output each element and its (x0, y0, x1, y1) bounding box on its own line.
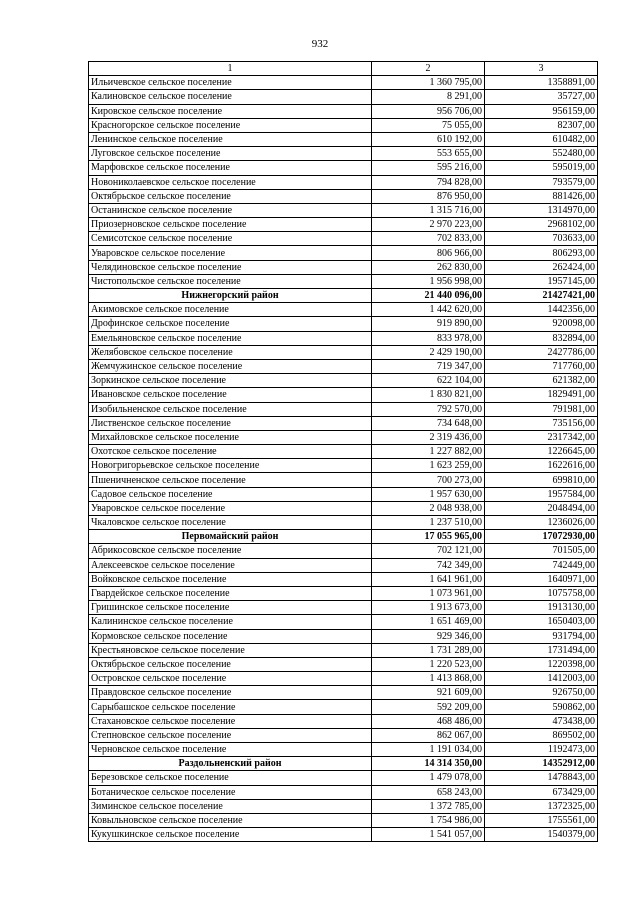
value-col3-cell: 701505,00 (485, 544, 598, 558)
page-number: 932 (311, 38, 329, 50)
settlement-name-cell: Емельяновское сельское поселение (89, 331, 372, 345)
table-row (89, 132, 598, 146)
settlement-name-cell: Новониколаевское сельское поселение (89, 175, 372, 189)
value-col2-cell: 794 828,00 (372, 175, 485, 189)
value-col2-cell: 262 830,00 (372, 260, 485, 274)
table-row (89, 459, 598, 473)
value-col2-cell: 658 243,00 (372, 785, 485, 799)
settlement-name-cell: Первомайский район (89, 530, 372, 544)
value-col3-cell: 1731494,00 (485, 643, 598, 657)
value-col3-cell: 791981,00 (485, 402, 598, 416)
settlement-name-cell: Пшеничненское сельское поселение (89, 473, 372, 487)
column-header-2: 2 (372, 62, 485, 76)
value-col3-cell: 552480,00 (485, 147, 598, 161)
value-col3-cell: 595019,00 (485, 161, 598, 175)
table-row (89, 828, 598, 842)
value-col3-cell: 473438,00 (485, 714, 598, 728)
settlement-name-cell: Степновское сельское поселение (89, 728, 372, 742)
settlement-name-cell: Кировское сельское поселение (89, 104, 372, 118)
value-col2-cell: 468 486,00 (372, 714, 485, 728)
value-col2-cell: 1 413 868,00 (372, 672, 485, 686)
settlement-name-cell: Красногорское сельское поселение (89, 118, 372, 132)
value-col3-cell: 17072930,00 (485, 530, 598, 544)
value-col3-cell: 2048494,00 (485, 501, 598, 515)
table-row (89, 175, 598, 189)
value-col3-cell: 832894,00 (485, 331, 598, 345)
value-col2-cell: 719 347,00 (372, 359, 485, 373)
settlement-name-cell: Нижнегорский район (89, 289, 372, 303)
settlement-name-cell: Уваровское сельское поселение (89, 501, 372, 515)
table-row (89, 629, 598, 643)
value-col2-cell: 734 648,00 (372, 416, 485, 430)
table-row (89, 232, 598, 246)
settlement-name-cell: Акимовское сельское поселение (89, 303, 372, 317)
value-col3-cell: 673429,00 (485, 785, 598, 799)
value-col2-cell: 21 440 096,00 (372, 289, 485, 303)
settlement-name-cell: Ильичевское сельское поселение (89, 76, 372, 90)
value-col3-cell: 1829491,00 (485, 388, 598, 402)
value-col3-cell: 21427421,00 (485, 289, 598, 303)
table-row (89, 274, 598, 288)
value-col3-cell: 1540379,00 (485, 828, 598, 842)
value-col2-cell: 1 641 961,00 (372, 572, 485, 586)
table-row (89, 416, 598, 430)
value-col3-cell: 1640971,00 (485, 572, 598, 586)
settlement-name-cell: Дрофинское сельское поселение (89, 317, 372, 331)
table-row (89, 203, 598, 217)
value-col2-cell: 2 970 223,00 (372, 218, 485, 232)
value-col2-cell: 862 067,00 (372, 728, 485, 742)
value-col2-cell: 833 978,00 (372, 331, 485, 345)
value-col2-cell: 2 319 436,00 (372, 430, 485, 444)
settlement-name-cell: Ботаническое сельское поселение (89, 785, 372, 799)
value-col2-cell: 553 655,00 (372, 147, 485, 161)
value-col3-cell: 1236026,00 (485, 516, 598, 530)
value-col3-cell: 742449,00 (485, 558, 598, 572)
settlement-name-cell: Семисотское сельское поселение (89, 232, 372, 246)
value-col3-cell: 806293,00 (485, 246, 598, 260)
settlement-name-cell: Гришинское сельское поселение (89, 601, 372, 615)
value-col2-cell: 1 956 998,00 (372, 274, 485, 288)
table-row (89, 331, 598, 345)
value-col3-cell: 1220398,00 (485, 657, 598, 671)
table-row (89, 544, 598, 558)
value-col3-cell: 590862,00 (485, 700, 598, 714)
value-col2-cell: 2 429 190,00 (372, 345, 485, 359)
value-col3-cell: 717760,00 (485, 359, 598, 373)
value-col3-cell: 1192473,00 (485, 743, 598, 757)
value-col3-cell: 35727,00 (485, 90, 598, 104)
value-col2-cell: 2 048 938,00 (372, 501, 485, 515)
value-col2-cell: 1 360 795,00 (372, 76, 485, 90)
value-col3-cell: 1226645,00 (485, 445, 598, 459)
value-col2-cell: 1 623 259,00 (372, 459, 485, 473)
value-col3-cell: 1075758,00 (485, 586, 598, 600)
column-header-1: 1 (89, 62, 372, 76)
value-col3-cell: 1755561,00 (485, 813, 598, 827)
settlement-name-cell: Раздольненский район (89, 757, 372, 771)
budget-table (88, 61, 598, 842)
table-row (89, 487, 598, 501)
column-header-3: 3 (485, 62, 598, 76)
settlement-name-cell: Челядиновское сельское поселение (89, 260, 372, 274)
table-row (89, 388, 598, 402)
value-col3-cell: 920098,00 (485, 317, 598, 331)
table-row (89, 260, 598, 274)
settlement-name-cell: Калининское сельское поселение (89, 615, 372, 629)
table-row (89, 359, 598, 373)
settlement-name-cell: Октябрьское сельское поселение (89, 657, 372, 671)
value-col3-cell: 1622616,00 (485, 459, 598, 473)
value-col2-cell: 592 209,00 (372, 700, 485, 714)
settlement-name-cell: Зиминское сельское поселение (89, 799, 372, 813)
value-col2-cell: 1 957 630,00 (372, 487, 485, 501)
value-col2-cell: 17 055 965,00 (372, 530, 485, 544)
value-col3-cell: 262424,00 (485, 260, 598, 274)
value-col2-cell: 75 055,00 (372, 118, 485, 132)
table-row (89, 813, 598, 827)
settlement-name-cell: Изобильненское сельское поселение (89, 402, 372, 416)
table-row (89, 246, 598, 260)
value-col3-cell: 82307,00 (485, 118, 598, 132)
table-row (89, 615, 598, 629)
settlement-name-cell: Сарыбашское сельское поселение (89, 700, 372, 714)
value-col2-cell: 876 950,00 (372, 189, 485, 203)
table-row (89, 445, 598, 459)
settlement-name-cell: Уваровское сельское поселение (89, 246, 372, 260)
table-row (89, 700, 598, 714)
value-col2-cell: 742 349,00 (372, 558, 485, 572)
settlement-name-cell: Марфовское сельское поселение (89, 161, 372, 175)
value-col3-cell: 1412003,00 (485, 672, 598, 686)
value-col3-cell: 610482,00 (485, 132, 598, 146)
settlement-name-cell: Островское сельское поселение (89, 672, 372, 686)
settlement-name-cell: Ленинское сельское поселение (89, 132, 372, 146)
value-col2-cell: 702 833,00 (372, 232, 485, 246)
settlement-name-cell: Садовое сельское поселение (89, 487, 372, 501)
table-row (89, 76, 598, 90)
value-col3-cell: 1913130,00 (485, 601, 598, 615)
value-col2-cell: 1 227 882,00 (372, 445, 485, 459)
value-col2-cell: 1 372 785,00 (372, 799, 485, 813)
value-col2-cell: 1 830 821,00 (372, 388, 485, 402)
value-col3-cell: 14352912,00 (485, 757, 598, 771)
value-col2-cell: 622 104,00 (372, 374, 485, 388)
value-col2-cell: 702 121,00 (372, 544, 485, 558)
settlement-name-cell: Березовское сельское поселение (89, 771, 372, 785)
value-col2-cell: 1 237 510,00 (372, 516, 485, 530)
table-header-row (89, 62, 598, 76)
value-col3-cell: 1314970,00 (485, 203, 598, 217)
settlement-name-cell: Жемчужинское сельское поселение (89, 359, 372, 373)
value-col2-cell: 1 073 961,00 (372, 586, 485, 600)
table-row (89, 785, 598, 799)
value-col2-cell: 1 913 673,00 (372, 601, 485, 615)
value-col2-cell: 1 220 523,00 (372, 657, 485, 671)
district-total-row (89, 289, 598, 303)
settlement-name-cell: Крестьяновское сельское поселение (89, 643, 372, 657)
value-col2-cell: 1 442 620,00 (372, 303, 485, 317)
value-col2-cell: 700 273,00 (372, 473, 485, 487)
settlement-name-cell: Лиственское сельское поселение (89, 416, 372, 430)
table-row (89, 161, 598, 175)
value-col3-cell: 881426,00 (485, 189, 598, 203)
settlement-name-cell: Охотское сельское поселение (89, 445, 372, 459)
table-row (89, 473, 598, 487)
district-total-row (89, 757, 598, 771)
value-col3-cell: 2317342,00 (485, 430, 598, 444)
value-col3-cell: 1650403,00 (485, 615, 598, 629)
value-col3-cell: 2968102,00 (485, 218, 598, 232)
settlement-name-cell: Останинское сельское поселение (89, 203, 372, 217)
value-col2-cell: 1 541 057,00 (372, 828, 485, 842)
value-col3-cell: 926750,00 (485, 686, 598, 700)
value-col3-cell: 735156,00 (485, 416, 598, 430)
settlement-name-cell: Чкаловское сельское поселение (89, 516, 372, 530)
value-col2-cell: 792 570,00 (372, 402, 485, 416)
table-row (89, 743, 598, 757)
value-col2-cell: 1 191 034,00 (372, 743, 485, 757)
value-col2-cell: 956 706,00 (372, 104, 485, 118)
value-col2-cell: 919 890,00 (372, 317, 485, 331)
table-row (89, 374, 598, 388)
settlement-name-cell: Зоркинское сельское поселение (89, 374, 372, 388)
value-col2-cell: 806 966,00 (372, 246, 485, 260)
table-row (89, 771, 598, 785)
value-col2-cell: 610 192,00 (372, 132, 485, 146)
table-row (89, 643, 598, 657)
settlement-name-cell: Калиновское сельское поселение (89, 90, 372, 104)
table-row (89, 686, 598, 700)
settlement-name-cell: Приозерновское сельское поселение (89, 218, 372, 232)
value-col3-cell: 2427786,00 (485, 345, 598, 359)
table-row (89, 728, 598, 742)
value-col3-cell: 1478843,00 (485, 771, 598, 785)
value-col2-cell: 921 609,00 (372, 686, 485, 700)
table-row (89, 558, 598, 572)
value-col2-cell: 1 479 078,00 (372, 771, 485, 785)
table-row (89, 402, 598, 416)
value-col2-cell: 1 315 716,00 (372, 203, 485, 217)
district-total-row (89, 530, 598, 544)
table-row (89, 345, 598, 359)
table-row (89, 303, 598, 317)
value-col2-cell: 1 651 469,00 (372, 615, 485, 629)
value-col2-cell: 1 754 986,00 (372, 813, 485, 827)
table-row (89, 672, 598, 686)
value-col2-cell: 929 346,00 (372, 629, 485, 643)
value-col3-cell: 956159,00 (485, 104, 598, 118)
settlement-name-cell: Михайловское сельское поселение (89, 430, 372, 444)
table-row (89, 104, 598, 118)
value-col3-cell: 621382,00 (485, 374, 598, 388)
settlement-name-cell: Войковское сельское поселение (89, 572, 372, 586)
value-col3-cell: 699810,00 (485, 473, 598, 487)
value-col3-cell: 931794,00 (485, 629, 598, 643)
table-row (89, 90, 598, 104)
settlement-name-cell: Стахановское сельское поселение (89, 714, 372, 728)
table-row (89, 118, 598, 132)
table-row (89, 516, 598, 530)
table-row (89, 572, 598, 586)
table-row (89, 218, 598, 232)
settlement-name-cell: Желябовское сельское поселение (89, 345, 372, 359)
value-col2-cell: 595 216,00 (372, 161, 485, 175)
table-row (89, 501, 598, 515)
table-row (89, 799, 598, 813)
settlement-name-cell: Ивановское сельское поселение (89, 388, 372, 402)
table-row (89, 657, 598, 671)
settlement-name-cell: Алексеевское сельское поселение (89, 558, 372, 572)
value-col2-cell: 8 291,00 (372, 90, 485, 104)
value-col3-cell: 793579,00 (485, 175, 598, 189)
value-col2-cell: 14 314 350,00 (372, 757, 485, 771)
value-col3-cell: 1358891,00 (485, 76, 598, 90)
table-row (89, 714, 598, 728)
settlement-name-cell: Гвардейское сельское поселение (89, 586, 372, 600)
table-row (89, 601, 598, 615)
settlement-name-cell: Абрикосовское сельское поселение (89, 544, 372, 558)
table-row (89, 147, 598, 161)
table-row (89, 317, 598, 331)
settlement-name-cell: Октябрьское сельское поселение (89, 189, 372, 203)
value-col3-cell: 1957145,00 (485, 274, 598, 288)
value-col2-cell: 1 731 289,00 (372, 643, 485, 657)
settlement-name-cell: Чистопольское сельское поселение (89, 274, 372, 288)
settlement-name-cell: Кукушкинское сельское поселение (89, 828, 372, 842)
settlement-name-cell: Ковыльновское сельское поселение (89, 813, 372, 827)
value-col3-cell: 1372325,00 (485, 799, 598, 813)
value-col3-cell: 869502,00 (485, 728, 598, 742)
table-row (89, 430, 598, 444)
table-row (89, 586, 598, 600)
table-row (89, 189, 598, 203)
settlement-name-cell: Правдовское сельское поселение (89, 686, 372, 700)
value-col3-cell: 1442356,00 (485, 303, 598, 317)
settlement-name-cell: Черновское сельское поселение (89, 743, 372, 757)
value-col3-cell: 703633,00 (485, 232, 598, 246)
value-col3-cell: 1957584,00 (485, 487, 598, 501)
table-body (89, 76, 598, 842)
settlement-name-cell: Кормовское сельское поселение (89, 629, 372, 643)
settlement-name-cell: Луговское сельское поселение (89, 147, 372, 161)
settlement-name-cell: Новогригорьевское сельское поселение (89, 459, 372, 473)
